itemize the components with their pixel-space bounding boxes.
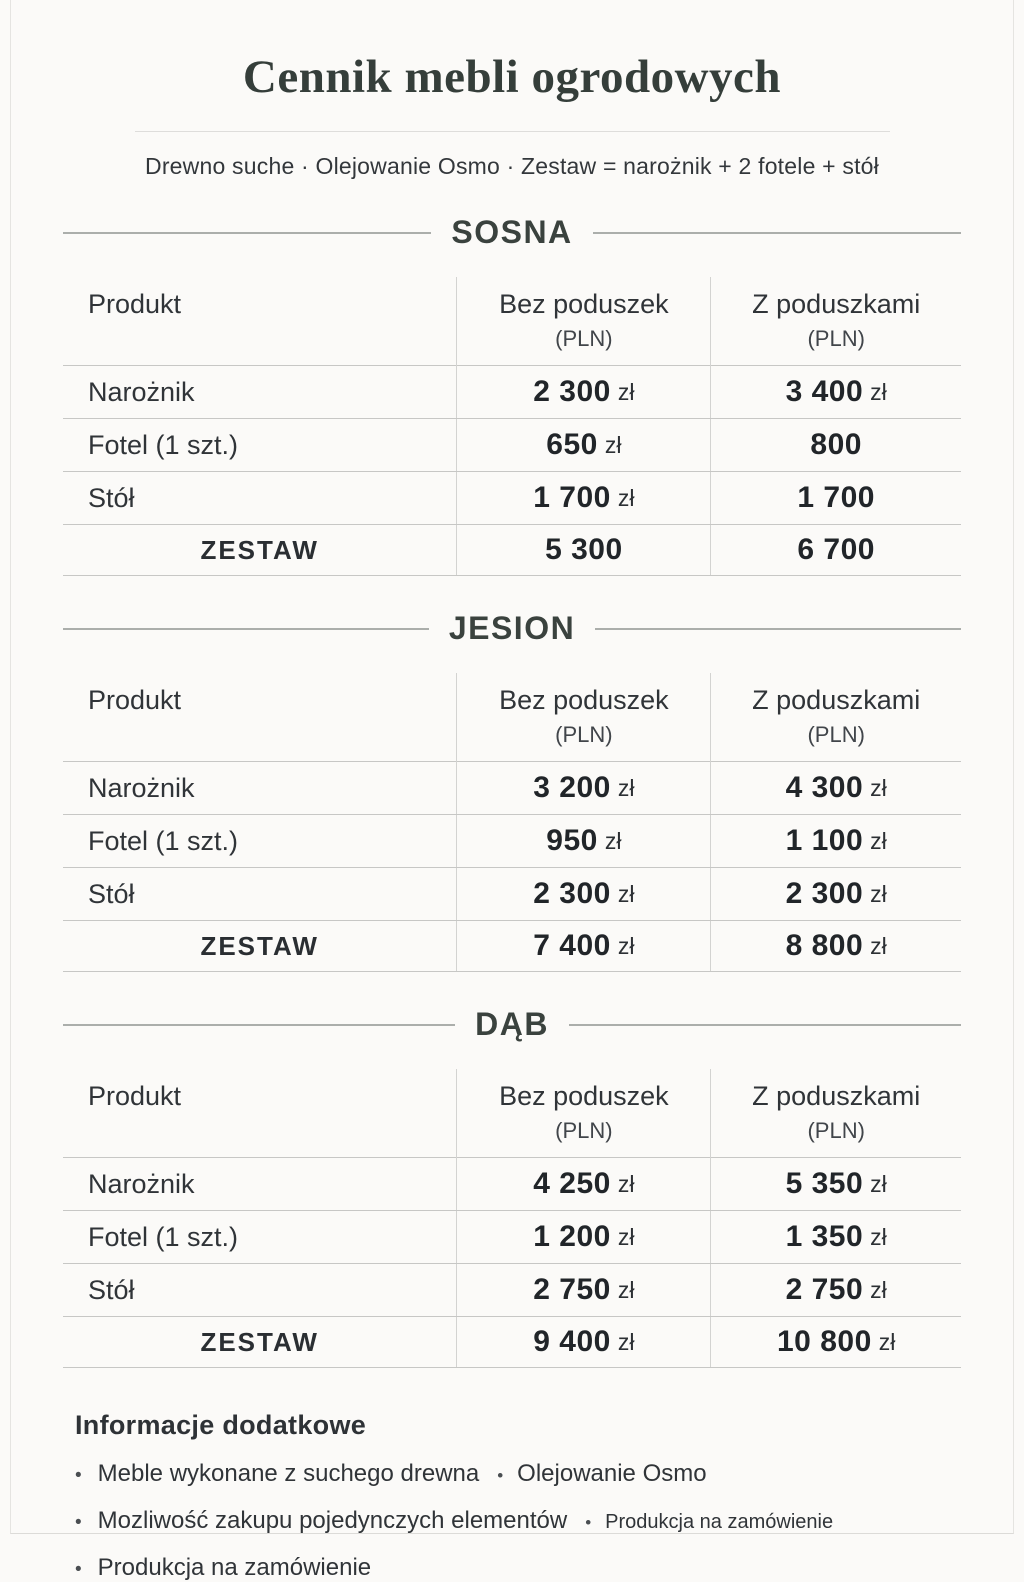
price-with-cushions [710, 868, 961, 920]
price-value: 10 800 [777, 1325, 872, 1358]
section-jesion [63, 610, 961, 972]
product-name: Fotel (1 szt.) [88, 825, 239, 856]
product-name: Narożnik [88, 1168, 195, 1199]
price-with-cushions [710, 366, 961, 418]
section-header [63, 610, 961, 647]
price-value: 5 300 [545, 533, 623, 566]
currency-suffix: zł [870, 1276, 887, 1303]
set-label-cell [63, 1317, 456, 1367]
price-without-cushions [456, 419, 710, 471]
table-header-row [63, 673, 961, 762]
price-value: 1 700 [533, 481, 611, 514]
divider-line-left [63, 1024, 455, 1026]
product-name: Narożnik [88, 376, 195, 407]
column-header-product: Produkt [88, 289, 182, 319]
price-table [63, 277, 961, 576]
divider-line-right [569, 1024, 961, 1026]
currency-suffix: zł [617, 1223, 635, 1250]
bullet-icon: • [75, 1465, 82, 1486]
info-bullet [75, 1507, 961, 1535]
set-price-with-cushions [710, 921, 961, 971]
price-without-cushions [456, 1158, 710, 1210]
column-header-without-cushions [456, 277, 710, 377]
section-title: DĄB [475, 1006, 549, 1042]
info-bullet [75, 1460, 961, 1488]
price-value: 8 800 [785, 929, 864, 962]
table-row [63, 419, 961, 472]
column-header-unit: (PLN) [555, 1118, 613, 1143]
set-total-row [63, 525, 961, 576]
price-value: 4 250 [533, 1167, 611, 1200]
column-header-label: Bez poduszek [499, 1081, 669, 1111]
currency-suffix: zł [870, 932, 887, 959]
price-without-cushions [456, 366, 710, 418]
set-total-row [63, 921, 961, 972]
set-price-with-cushions [710, 525, 961, 575]
set-label: ZESTAW [200, 1326, 319, 1357]
column-header-label: Z poduszkami [752, 1081, 921, 1111]
info-bullet [75, 1554, 961, 1582]
currency-suffix: zł [617, 1328, 635, 1355]
set-label: ZESTAW [200, 930, 319, 961]
bullet-icon: • [75, 1512, 82, 1533]
price-value: 1 200 [533, 1220, 611, 1253]
set-total-row [63, 1317, 961, 1368]
price-value: 800 [810, 428, 862, 461]
additional-info-heading: Informacje dodatkowe [75, 1410, 367, 1440]
column-header-with-cushions [710, 673, 961, 773]
section-title: JESION [448, 610, 576, 646]
section-sosna [63, 214, 961, 576]
table-row [63, 868, 961, 921]
set-price-with-cushions [710, 1317, 961, 1367]
section-header [63, 214, 961, 251]
set-price-without-cushions [456, 525, 710, 575]
section-title: SOSNA [451, 214, 573, 250]
column-header-with-cushions [710, 1069, 961, 1169]
table-header-row [63, 1069, 961, 1158]
price-table [63, 1069, 961, 1368]
bullet-secondary-text: Olejowanie Osmo [517, 1460, 707, 1487]
bullet-text: Produkcja na zamówienie [97, 1554, 372, 1581]
price-table [63, 673, 961, 972]
table-row [63, 1158, 961, 1211]
column-header-unit: (PLN) [807, 1118, 865, 1143]
currency-suffix: zł [870, 1170, 887, 1197]
set-price-without-cushions [456, 1317, 710, 1367]
currency-suffix: zł [870, 774, 887, 801]
table-row [63, 1211, 961, 1264]
product-name: Fotel (1 szt.) [88, 1221, 239, 1252]
price-value: 950 [546, 824, 598, 857]
price-with-cushions [710, 472, 961, 524]
page-subtitle: Drewno suche · Olejowanie Osmo · Zestaw = narożnik + 2 fotele + stół [145, 153, 879, 179]
column-header-unit: (PLN) [555, 722, 613, 747]
currency-suffix: zł [878, 1328, 896, 1355]
set-price-without-cushions [456, 921, 710, 971]
price-value: 3 400 [785, 375, 864, 408]
currency-suffix: zł [617, 880, 635, 907]
table-row [63, 1264, 961, 1317]
set-label-cell [63, 921, 456, 971]
currency-suffix: zł [604, 431, 622, 458]
price-value: 9 400 [533, 1325, 611, 1358]
price-value: 2 750 [533, 1273, 611, 1306]
column-header-label: Z poduszkami [752, 289, 921, 319]
page-title: Cennik mebli ogrodowych [242, 51, 782, 103]
price-without-cushions [456, 1264, 710, 1316]
price-with-cushions [710, 1211, 961, 1263]
price-value: 4 300 [785, 771, 864, 804]
table-row [63, 472, 961, 525]
currency-suffix: zł [604, 827, 622, 854]
column-header-product: Produkt [88, 1081, 182, 1111]
additional-info [75, 1410, 961, 1582]
column-header-unit: (PLN) [555, 326, 613, 351]
bullet-icon: • [585, 1513, 592, 1532]
price-value: 2 300 [533, 877, 611, 910]
currency-suffix: zł [617, 932, 635, 959]
price-value: 3 200 [533, 771, 611, 804]
bullet-text: Mozliwość zakupu pojedynczych elementów [97, 1507, 568, 1534]
price-value: 650 [546, 428, 598, 461]
column-header-unit: (PLN) [807, 326, 865, 351]
price-without-cushions [456, 1211, 710, 1263]
column-header-label: Bez poduszek [499, 289, 669, 319]
price-value: 1 100 [785, 824, 864, 857]
currency-suffix: zł [870, 378, 887, 405]
currency-suffix: zł [870, 880, 887, 907]
price-value: 2 300 [533, 375, 611, 408]
currency-suffix: zł [617, 1170, 635, 1197]
divider-line-right [593, 232, 961, 234]
currency-suffix: zł [617, 774, 635, 801]
currency-suffix: zł [617, 378, 635, 405]
price-value: 7 400 [533, 929, 611, 962]
price-value: 6 700 [797, 533, 875, 566]
price-without-cushions [456, 472, 710, 524]
divider-line-left [63, 232, 431, 234]
column-header-label: Z poduszkami [752, 685, 921, 715]
bullet-text: Meble wykonane z suchego drewna [97, 1460, 480, 1487]
product-name: Fotel (1 szt.) [88, 429, 239, 460]
price-value: 2 300 [785, 877, 864, 910]
column-header-without-cushions [456, 1069, 710, 1169]
table-row [63, 366, 961, 419]
price-with-cushions [710, 419, 961, 471]
price-with-cushions [710, 1264, 961, 1316]
column-header-unit: (PLN) [807, 722, 865, 747]
set-label: ZESTAW [200, 534, 319, 565]
bullet-icon: • [75, 1559, 82, 1580]
price-without-cushions [456, 815, 710, 867]
bullet-secondary-text: Produkcja na zamówienie [605, 1511, 834, 1533]
price-with-cushions [710, 1158, 961, 1210]
price-value: 5 350 [785, 1167, 864, 1200]
product-name: Stół [88, 482, 135, 513]
product-name: Narożnik [88, 772, 195, 803]
table-header-row [63, 277, 961, 366]
column-header-product: Produkt [88, 685, 182, 715]
section-header [63, 1006, 961, 1043]
price-with-cushions [710, 815, 961, 867]
currency-suffix: zł [617, 1276, 635, 1303]
divider-line-left [63, 628, 429, 630]
price-without-cushions [456, 868, 710, 920]
section-dab [63, 1006, 961, 1368]
bullet-icon: • [497, 1466, 504, 1485]
price-value: 1 700 [797, 481, 875, 514]
product-name: Stół [88, 878, 135, 909]
divider-line-right [595, 628, 961, 630]
table-row [63, 762, 961, 815]
column-header-without-cushions [456, 673, 710, 773]
currency-suffix: zł [870, 1223, 887, 1250]
currency-suffix: zł [870, 827, 887, 854]
column-header-with-cushions [710, 277, 961, 377]
price-without-cushions [456, 762, 710, 814]
title-divider [135, 131, 890, 132]
price-value: 2 750 [785, 1273, 864, 1306]
product-name: Stół [88, 1274, 135, 1305]
price-with-cushions [710, 762, 961, 814]
price-value: 1 350 [785, 1220, 864, 1253]
set-label-cell [63, 525, 456, 575]
column-header-label: Bez poduszek [499, 685, 669, 715]
currency-suffix: zł [617, 484, 635, 511]
table-row [63, 815, 961, 868]
